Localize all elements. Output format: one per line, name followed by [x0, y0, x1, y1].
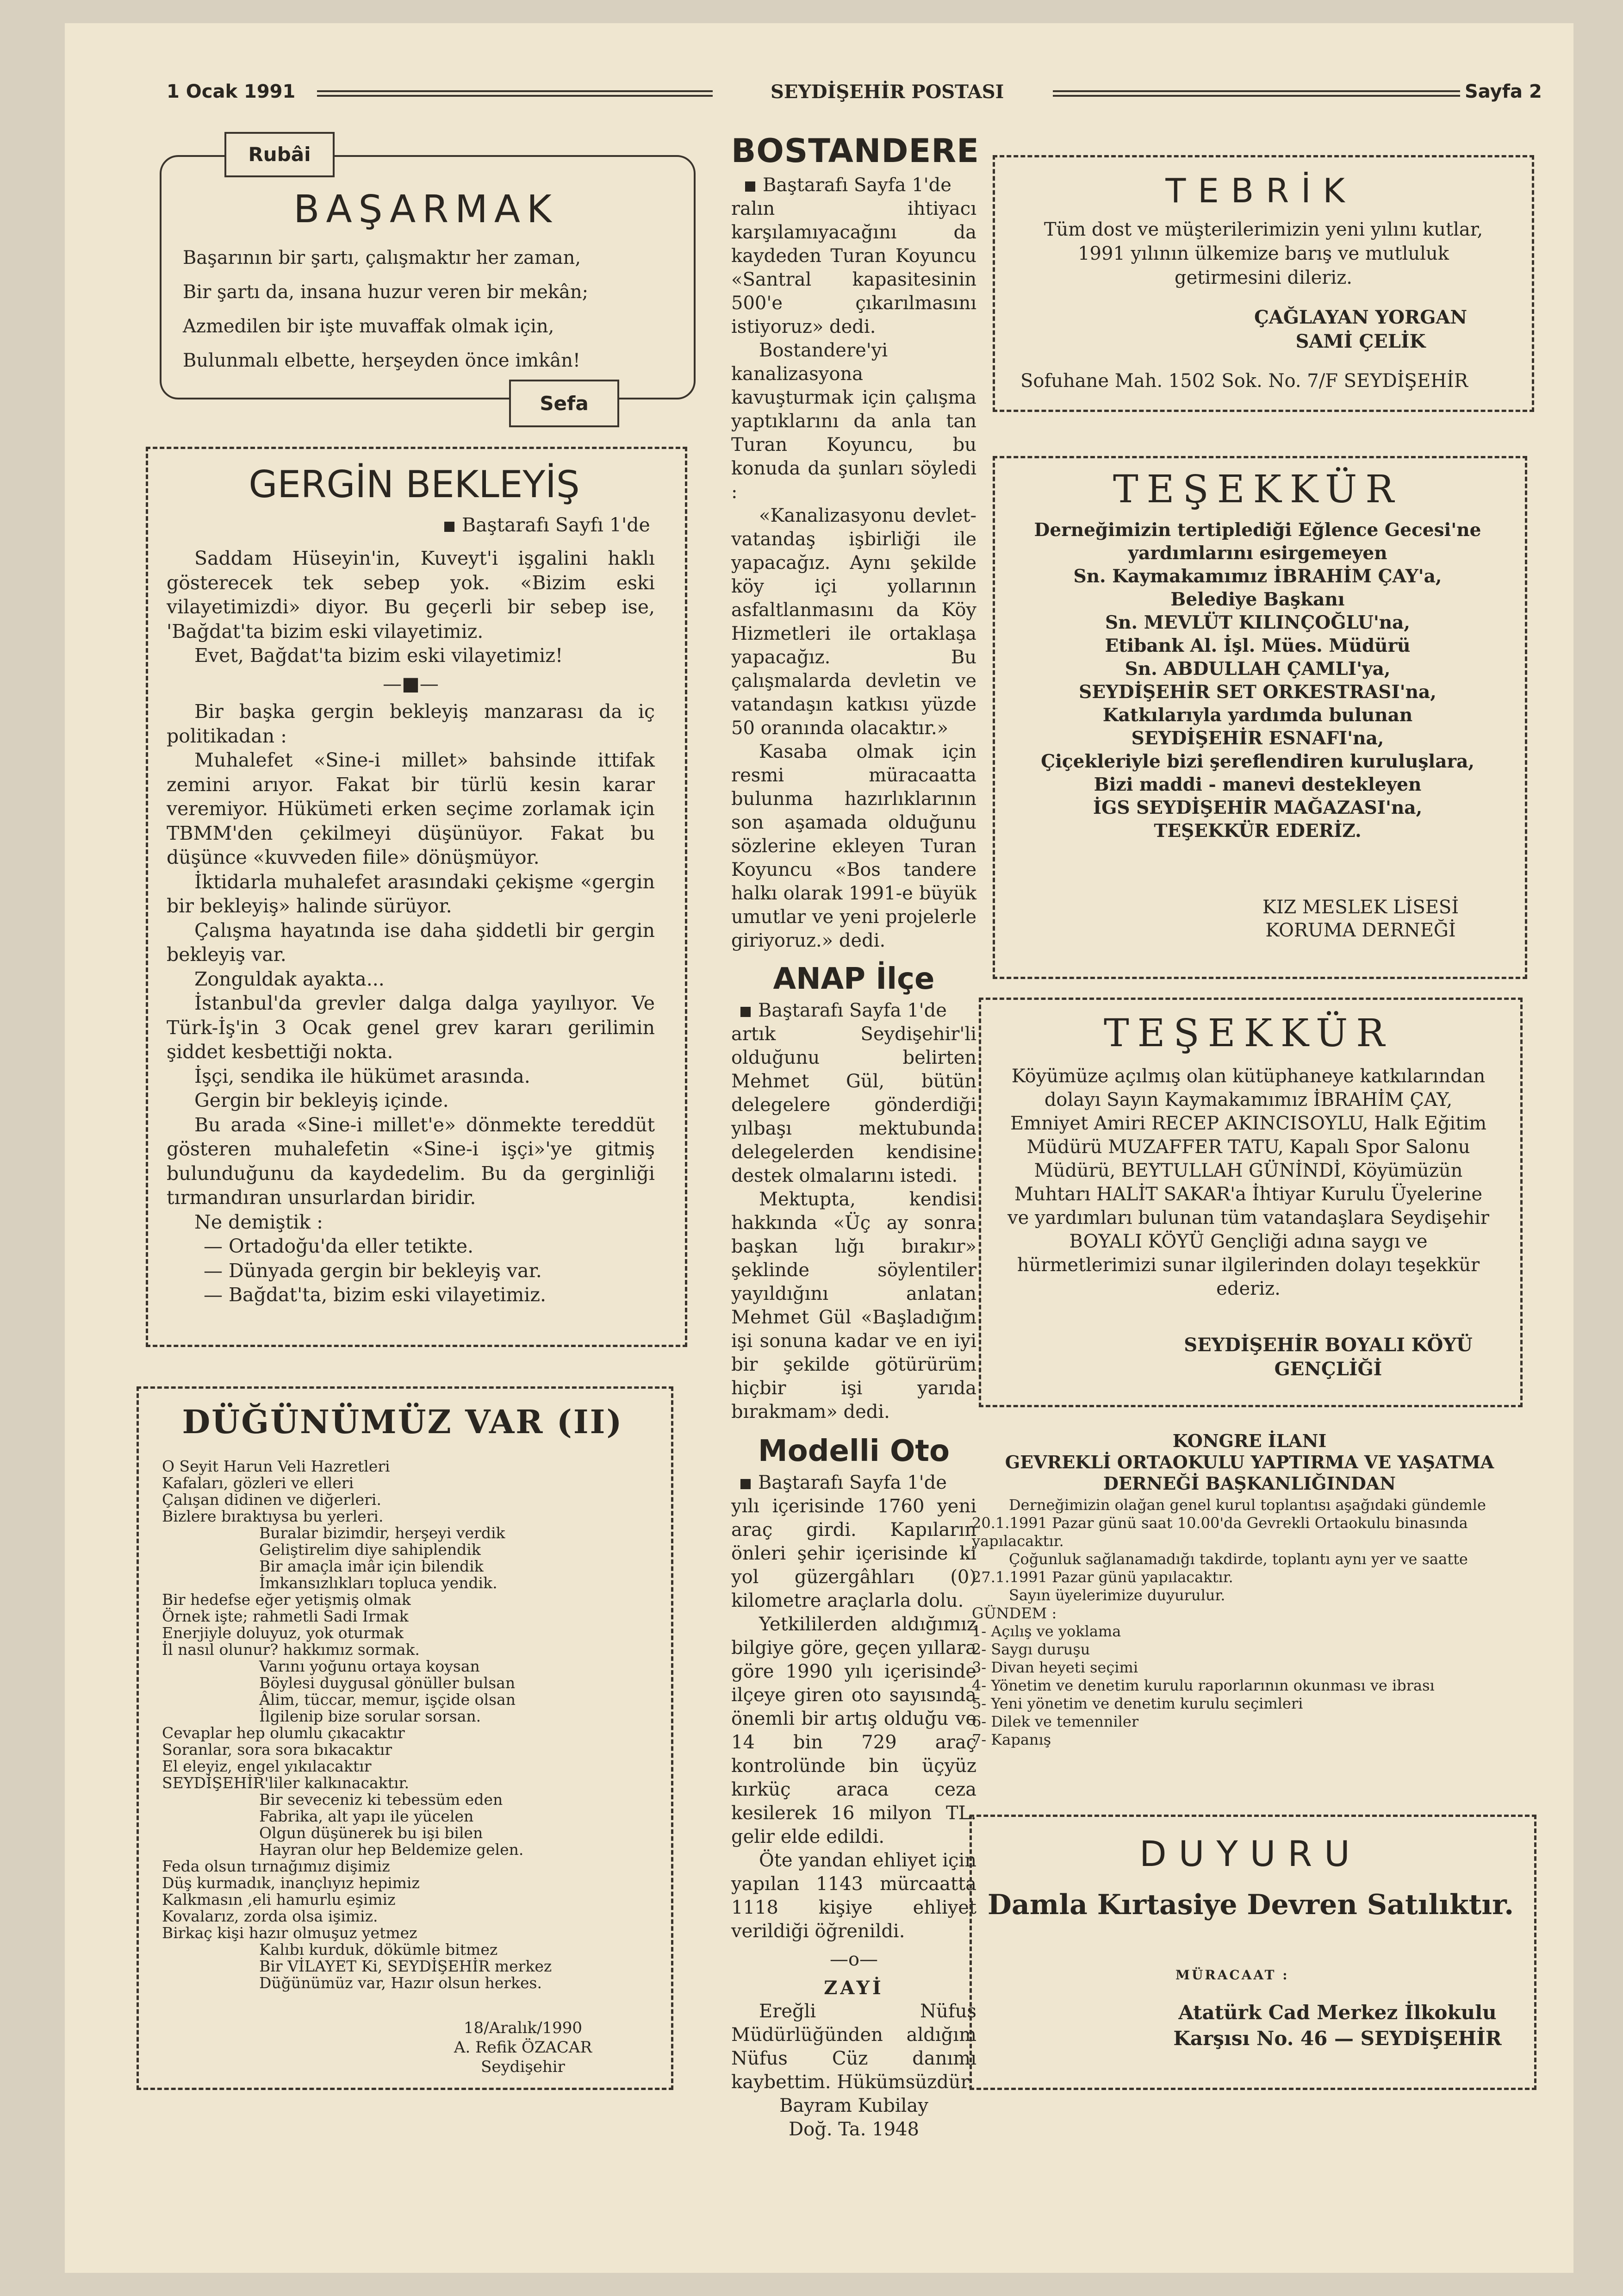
middle-column — [731, 132, 979, 2141]
poem-line: SEYDİŞEHİR'liler kalkınacaktır. — [162, 1774, 410, 1792]
paragraph: Mektupta, kendisi hakkında «Üç ay sonra başkan lığı bırakır» şeklinde söylentiler yayıldığını anlatan Mehmet Gül «Başladığım işi sonuna kadar ve en iyi bir şekilde götürürüm hiçbir işi yarıda bırakmam» dedi. — [731, 1189, 976, 1423]
owner-name: SAMİ ÇELİK — [1295, 331, 1426, 352]
poem-line: Böylesi duygusal gönüller bulsan — [259, 1674, 516, 1692]
paragraph: Bir başka gergin bekleyiş manzarası da iç politikadan : — [167, 700, 655, 747]
tesekkur2-sign — [1148, 1333, 1509, 1381]
poem-author: A. Refik ÖZACAR — [454, 2038, 592, 2057]
paragraph: Öte yandan ehliyet için yapılan 1143 mürcaatta 1118 kişiye ehliyet verildiği öğrenildi. — [731, 1850, 976, 1942]
rubai-line: Azmedilen bir işte muvaffak olmak için, — [183, 316, 554, 337]
thanks-line: Etibank Al. İşl. Mües. Müdürü — [1105, 635, 1411, 656]
paragraph: Çalışma hayatında ise daha şiddetli bir gergin bekleyiş var. — [167, 919, 655, 966]
thanks-line: Sn. MEVLÜT KILINÇOĞLU'na, — [1105, 612, 1410, 633]
masthead — [160, 81, 1557, 109]
paragraph: ralın ihtiyacı karşılamıyacağını da kaydeden Turan Koyuncu «Santral kapasitesinin 500'e çıkarılmasını istiyoruz» dedi. — [731, 198, 976, 337]
paragraph: «Kanalizasyonu devlet-vatandaş işbirliği ile yapacağız. Aynı şekilde köy içi yollarının asfaltlanmasını da Köy Hizmetleri ile ortaklaşa yapacağız. Bu çalışmalarda devletin ve vatandaşın katkısı yüzde 50 oranında olacaktır.» — [731, 505, 976, 739]
agenda-item: 3- Divan heyeti seçimi — [972, 1659, 1138, 1676]
poem-line: Bizlere bıraktıysa bu yerleri. — [162, 1507, 384, 1525]
paragraph: Zonguldak ayakta... — [194, 967, 385, 990]
poem-line: Buralar bizimdir, herşeyi verdik — [259, 1524, 505, 1542]
rubai-line: Bulunmalı elbette, herşeyden önce imkân! — [183, 350, 580, 371]
zayi-text: Ereğli Nüfus Müdürlüğünden aldığım Nüfus Cüz danımı kaybettim. Hükümsüzdür. — [731, 2001, 976, 2093]
paragraph: İstanbul'da grevler dalga dalga yayılıyor. Ve Türk-İş'in 3 Ocak genel grev kararı gerilimin şiddet kesbettiği nokta. — [167, 992, 655, 1063]
paragraph: Evet, Bağdat'ta bizim eski vilayetimiz! — [194, 644, 563, 667]
rubai-line: Başarının bir şartı, çalışmaktır her zaman, — [183, 247, 581, 268]
poem-line: Bir seveceniz ki tebessüm eden — [259, 1791, 503, 1809]
poem-date: 18/Aralık/1990 — [463, 2019, 583, 2037]
anap-body — [731, 999, 976, 1424]
gergin-continued — [444, 514, 650, 536]
duyuru-title: DUYURU — [1139, 1833, 1362, 1874]
poem-line: Hayran olur hep Beldemize gelen. — [259, 1841, 524, 1859]
paragraph: yılı içerisinde 1760 yeni araç girdi. Kapıların önleri şehir içerisinde ki yol güzergâhları (0) kilometre araçlarla dolu. — [731, 1496, 976, 1611]
agenda-item: 1- Açılış ve yoklama — [972, 1622, 1121, 1640]
sign-line: KIZ MESLEK LİSESİ — [1262, 897, 1459, 918]
zayi-title: ZAYİ — [824, 1977, 884, 1999]
poem-line: Enerjiyle doluyuz, yok oturmak — [162, 1624, 404, 1642]
rubai-title: BAŞARMAK — [293, 187, 558, 231]
rubai-line: Bir şartı da, insana huzur veren bir mekân; — [183, 281, 589, 303]
firm-name: ÇAĞLAYAN YORGAN — [1254, 306, 1468, 328]
duyuru-headline: Damla Kırtasiye Devren Satılıktır. — [987, 1889, 1514, 1921]
paragraph: Bu arada «Sine-i millet'e» dönmekte tereddüt gösteren muhalefetin «Sine-i işçi»'ye gitmiş bulunduğunu da kaydedelim. Bu da gerginliği tırmandıran unsurlardan biridir. — [167, 1113, 655, 1209]
paper-name: SEYDİŞEHİR POSTASI — [771, 81, 1004, 103]
tebrik-text: Tüm dost ve müşterilerimizin yeni yılını kutlar, 1991 yılının ülkemize barış ve mutluluk getirmesini dileriz. — [1044, 219, 1483, 288]
thanks-line: SEYDİŞEHİR ESNAFI'na, — [1131, 728, 1384, 749]
kongre-subtitle: GEVREKLİ ORTAOKULU YAPTIRMA VE YAŞATMA — [1005, 1452, 1494, 1472]
poem-line: Çalışan didinen ve diğerleri. — [162, 1491, 381, 1509]
tesekkur2-text: Köyümüze açılmış olan kütüphaneye katkılarından dolayı Sayın Kaymakamımız İBRAHİM ÇAY, Emniyet Amiri RECEP AKINCISOYLU, Halk Eğitim Müdürü MUZAFFER TATU, Kapalı Spor Salonu Müdürü, BEYTULLAH GÜNİNDİ, Köyümüzün Muhtarı HALİT SAKAR'a İhtiyar Kurulu Üyelerine ve yardımları bulunan tüm vatandaşlara Seydişehir BOYALI KÖYÜ Gençliği adına saygı ve hürmetlerimizi sunar ilgilerinden dolayı teşekkür ederiz. — [1007, 1066, 1489, 1299]
modelli-title: Modelli Oto — [758, 1434, 950, 1468]
paragraph: İktidarla muhalefet arasındaki çekişme «gergin bir bekleyiş» halinde sürüyor. — [167, 870, 655, 917]
issue-date: 1 Ocak 1991 — [167, 81, 296, 102]
continued-label: Baştarafı Sayfa 1'de — [763, 175, 951, 196]
thanks-line: Çiçekleriyle bizi şereflendiren kuruluşlara, — [1041, 751, 1474, 772]
continued-line — [731, 174, 976, 197]
paragraph: Bostandere'yi kanalizasyona kavuşturmak için çalışma yaptıklarını da anla tan Turan Koyuncu, bu konuda da şunları söyledi : — [731, 340, 976, 503]
agenda-item: 2- Saygı duruşu — [972, 1641, 1090, 1658]
agenda-item: 6- Dilek ve temenniler — [972, 1713, 1139, 1730]
poem-line: El eleyiz, engel yıkılacaktır — [162, 1757, 372, 1775]
poem-line: Birkaç kişi hazır olmuşuz yetmez — [162, 1924, 417, 1942]
poem-line: İl nasıl olunur? hakkımız sormak. — [162, 1641, 420, 1659]
thanks-line: Sn. Kaymakamımız İBRAHİM ÇAY'a, — [1073, 566, 1442, 587]
paragraph: Derneğimizin olağan genel kurul toplantısı aşağıdaki gündemle 20.1.1991 Pazar günü saat 10.00'da Gevrekli Ortaokulu binasında yapılacaktır. — [972, 1496, 1486, 1550]
paragraph: Yetkililerden aldığımız bilgiye göre, geçen yıllara göre 1990 yılı içerisinde ilçeye giren oto sayısında önemli bir artış olduğu ve 14 bin 729 araç kontrolünde bin üçyüz kırküç araca ceza kesilerek 16 milyon TL. gelir elde edildi. — [731, 1614, 976, 1847]
bullet-square — [740, 1479, 751, 1489]
separator: —o— — [829, 1949, 878, 1970]
poem-line: Örnek işte; rahmetli Sadi Irmak — [162, 1607, 409, 1625]
poem-line: Varını yoğunu ortaya koysan — [259, 1657, 480, 1675]
agenda-item: 4- Yönetim ve denetim kurulu raporlarının okunması ve ibrası — [972, 1677, 1435, 1694]
thanks-line: Belediye Başkanı — [1170, 589, 1345, 610]
poem-line: İmkansızlıkları topluca yendik. — [259, 1574, 497, 1592]
poem-line: İlgilenip bize sorular sorsan. — [259, 1707, 481, 1725]
continued-label: Baştarafı Sayfı 1'de — [462, 514, 650, 536]
thanks-line: Derneğimizin tertiplediği Eğlence Gecesi'ne — [1034, 519, 1481, 541]
poem-line: Bir VİLAYET Ki, SEYDİŞEHİR merkez — [259, 1957, 552, 1975]
poem-line: Geliştirelim diye sahiplendik — [259, 1541, 481, 1559]
paragraph: artık Seydişehir'li olduğunu belirten Mehmet Gül, bütün delegelere gönderdiği yılbaşı mektubunda delegelerden kendisine destek olmalarını istedi. — [731, 1023, 976, 1186]
list-item: — Ortadoğu'da eller tetikte. — [204, 1235, 474, 1257]
thanks-line: Katkılarıyla yardımda bulunan — [1102, 705, 1413, 726]
bullet-square — [740, 1007, 751, 1017]
list-item: — Dünyada gergin bir bekleyiş var. — [204, 1259, 542, 1282]
bostandere-title: BOSTANDERE — [731, 132, 979, 170]
paragraph: Çoğunluk sağlanamadığı takdirde, toplantı aynı yer ve saatte 27.1.1991 Pazar günü yapılacaktır. — [972, 1550, 1468, 1586]
paragraph: Ne demiştik : — [194, 1210, 323, 1233]
thanks-line: Bizi maddi - manevi destekleyen — [1094, 774, 1422, 795]
poem-line: Kalkmasın ,eli hamurlu eşimiz — [162, 1890, 396, 1909]
sign-line: GENÇLİĞİ — [1274, 1358, 1382, 1380]
separator: —■— — [383, 672, 439, 695]
agenda-item: 5- Yeni yönetim ve denetim kurulu seçimleri — [972, 1695, 1303, 1712]
paragraph: Gergin bir bekleyiş içinde. — [194, 1089, 449, 1111]
gergin-list — [167, 1234, 655, 1307]
tesekkur1-sign — [1231, 896, 1490, 942]
kongre-title: KONGRE İLANI — [1172, 1430, 1327, 1451]
poem-line: Bir amaçla imâr için bilendik — [259, 1557, 484, 1575]
rubai-lines — [183, 241, 683, 378]
dugun-poem — [162, 1458, 653, 1991]
tesekkur1-title: TEŞEKKÜR — [1113, 468, 1403, 512]
tesekkur1-lines — [1007, 518, 1509, 842]
sign-line: SEYDİŞEHİR BOYALI KÖYÜ — [1184, 1334, 1473, 1356]
thanks-line: TEŞEKKÜR EDERİZ. — [1154, 820, 1362, 842]
gergin-title: GERGİN BEKLEYİŞ — [249, 463, 580, 506]
masthead-rule-right — [1053, 90, 1460, 97]
zayi-notice — [731, 1976, 976, 2141]
poem-line: Olgun düşünerek bu işi bilen — [259, 1824, 483, 1842]
tebrik-address: Sofuhane Mah. 1502 Sok. No. 7/F SEYDİŞEHİR — [1020, 370, 1468, 392]
poem-line: Cevaplar hep olumlu çıkacaktır — [162, 1724, 405, 1742]
thanks-line: İGS SEYDİŞEHİR MAĞAZASI'na, — [1093, 797, 1423, 818]
paragraph: Saddam Hüseyin'in, Kuveyt'i işgalini haklı gösterecek tek sebep yok. «Bizim eski vilayetimizdi» diyor. Bu geçerli bir sebep ise, 'Bağdat'ta bizim eski vilayetimiz. — [167, 547, 655, 643]
zayi-name: Bayram Kubilay — [779, 2095, 928, 2116]
sign-line: KORUMA DERNEĞİ — [1265, 920, 1456, 941]
rubai-author: Sefa — [509, 380, 619, 427]
gergin-body — [167, 546, 655, 1307]
poem-line: Düğünümüz var, Hazır olsun herkes. — [259, 1974, 542, 1992]
page-number: Sayfa 2 — [1465, 81, 1542, 102]
kongre-body — [972, 1496, 1527, 1749]
thanks-line: Sn. ABDULLAH ÇAMLI'ya, — [1125, 658, 1391, 680]
tebrik-sign — [1231, 306, 1490, 354]
paragraph: Muhalefet «Sine-i millet» bahsinde ittifak zemini arıyor. Fakat bir türlü kesin karar veremiyor. Hükümeti erken seçime zorlamak için TBMM'den çekilmeyi düşünüyor. Fakat bu düşünce «kuvveden fiile» dönüşmüyor. — [167, 749, 655, 868]
poem-line: Kafaları, gözleri ve elleri — [162, 1474, 354, 1492]
address-line: Atatürk Cad Merkez İlkokulu — [1178, 2001, 1497, 2024]
poem-place: Seydişehir — [481, 2058, 565, 2076]
dugun-signature — [403, 2018, 643, 2077]
thanks-line: SEYDİŞEHİR SET ORKESTRASI'na, — [1079, 681, 1436, 703]
continued-label: Baştarafı Sayfa 1'de — [758, 1000, 947, 1021]
paragraph: Sayın üyelerimize duyurulur. — [1009, 1586, 1225, 1604]
bostandere-body — [731, 174, 976, 953]
poem-line: Kovalarız, zorda olsa işimiz. — [162, 1907, 378, 1925]
zayi-born: Doğ. Ta. 1948 — [789, 2119, 919, 2140]
masthead-rule-left — [317, 90, 713, 97]
gundem-label: GÜNDEM : — [972, 1604, 1057, 1622]
paragraph: İşçi, sendika ile hükümet arasında. — [194, 1065, 530, 1087]
poem-line: Bir hedefse eğer yetişmiş olmak — [162, 1591, 411, 1609]
poem-line: Fabrika, alt yapı ile yücelen — [259, 1807, 474, 1825]
agenda-item: 7- Kapanış — [972, 1731, 1051, 1748]
poem-line: Feda olsun tırnağımız dişimiz — [162, 1857, 390, 1875]
anap-title: ANAP İlçe — [773, 962, 935, 996]
tesekkur2-title: TEŞEKKÜR — [1103, 1011, 1393, 1055]
modelli-body — [731, 1471, 976, 1972]
poem-line: O Seyit Harun Veli Hazretleri — [162, 1457, 390, 1475]
continued-line — [731, 1471, 976, 1495]
duyuru-label: MÜRACAAT : — [1175, 1967, 1289, 1983]
dugun-title: DÜĞÜNÜMÜZ VAR (II) — [182, 1403, 623, 1441]
list-item: — Bağdat'ta, bizim eski vilayetimiz. — [204, 1284, 547, 1306]
bullet-square — [745, 181, 755, 192]
rubai-tag: Rubâi — [224, 132, 335, 177]
tebrik-title: TEBRİK — [1165, 171, 1357, 210]
poem-line: Âlim, tüccar, memur, işçide olsan — [259, 1691, 516, 1709]
thanks-line: yardımlarını esirgemeyen — [1128, 543, 1387, 564]
bullet-square — [444, 522, 454, 532]
duyuru-address — [1157, 2000, 1518, 2052]
poem-line: Kalıbı kurduk, dökümle bitmez — [259, 1940, 498, 1959]
poem-line: Düş kurmadık, inançlıyız hepimiz — [162, 1874, 420, 1892]
continued-line — [731, 999, 976, 1023]
address-line: Karşısı No. 46 — SEYDİŞEHİR — [1173, 2027, 1502, 2050]
kongre-notice — [972, 1430, 1527, 1749]
kongre-subtitle: DERNEĞİ BAŞKANLIĞINDAN — [1103, 1473, 1396, 1494]
poem-line: Soranlar, sora sora bıkacaktır — [162, 1741, 392, 1759]
paragraph: Kasaba olmak için resmi müracaatta bulunma hazırlıklarının son aşamada olduğunu sözlerine ekleyen Turan Koyuncu «Bos tandere halkı olarak 1991-e büyük umutlar ve yeni projelerle giriyoruz.» dedi. — [731, 741, 976, 951]
continued-label: Baştarafı Sayfa 1'de — [758, 1472, 947, 1493]
